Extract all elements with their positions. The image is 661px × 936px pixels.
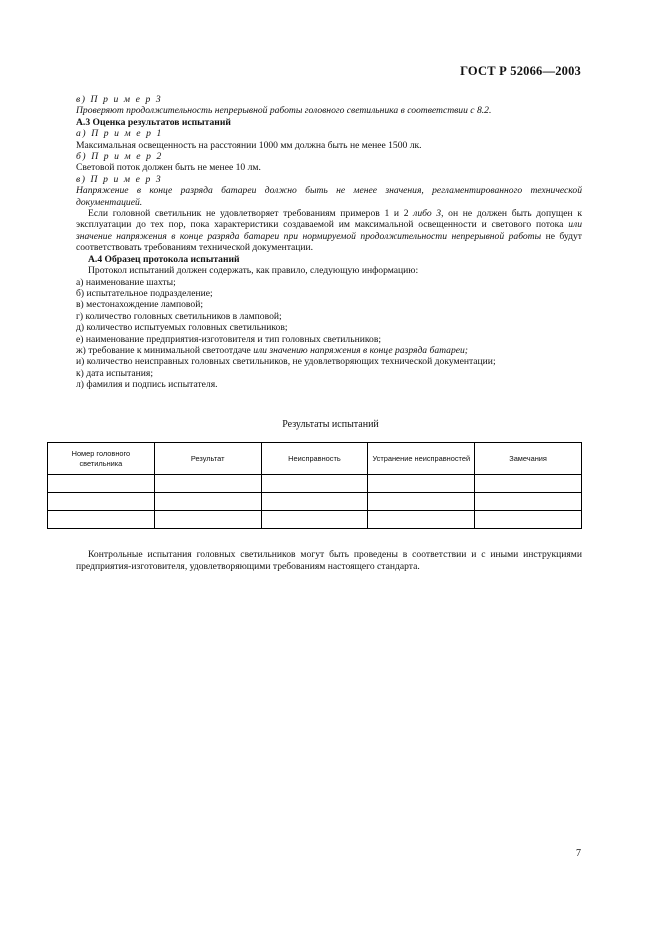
column-header: Номер головного светильника: [48, 443, 155, 475]
protocol-intro: Протокол испытаний должен содержать, как правило, следующую информацию:: [88, 265, 419, 277]
table-cell: [261, 511, 368, 529]
list-item: а) наименование шахты;: [76, 276, 176, 288]
list-item: б) испытательное подразделение;: [76, 287, 213, 299]
list-item: г) количество головных светильников в ламповой;: [76, 310, 282, 322]
table-cell: [261, 493, 368, 511]
evaluation-paragraph: [76, 208, 582, 254]
table-cell: [475, 511, 582, 529]
table-row: [48, 493, 582, 511]
document-body: [76, 94, 582, 391]
paragraph-italic: или значение напряжения в конце разряда батареи при нормируемой продолжительности непрерывной работы: [76, 219, 582, 242]
example-text: Световой поток должен быть не менее 10 лм.: [76, 162, 261, 174]
table-cell: [368, 493, 475, 511]
column-header: Замечания: [475, 443, 582, 475]
example-text: Максимальная освещенность на расстоянии 1000 мм должна быть не менее 1500 лк.: [76, 139, 422, 151]
example-label: в) П р и м е р 3: [76, 173, 163, 185]
paragraph-italic: либо 3: [413, 208, 442, 220]
table-cell: [368, 511, 475, 529]
page-number: 7: [576, 848, 581, 859]
table-cell: [475, 493, 582, 511]
table-cell: [475, 475, 582, 493]
list-item: е) наименование предприятия-изготовителя и тип головных светильников;: [76, 333, 382, 345]
list-item: д) количество испытуемых головных светильников;: [76, 322, 288, 334]
paragraph-text: Если головной светильник не удовлетворяет требованиям примеров 1 и 2: [88, 208, 414, 220]
table-cell: [368, 475, 475, 493]
table-cell: [154, 475, 261, 493]
list-item: и) количество неисправных головных светильников, не удовлетворяющих технической документации;: [76, 356, 496, 368]
column-header: Устранение неисправностей: [368, 443, 475, 475]
column-header: Неисправность: [261, 443, 368, 475]
section-heading-a4: А.4 Образец протокола испытаний: [88, 253, 240, 265]
list-item: л) фамилия и подпись испытателя.: [76, 379, 218, 391]
results-table: [47, 442, 582, 529]
column-header: Результат: [154, 443, 261, 475]
table-row: [48, 511, 582, 529]
table-caption: Результаты испытаний: [282, 419, 379, 430]
example-label: б) П р и м е р 2: [76, 151, 163, 163]
section-heading-a3: А.3 Оценка результатов испытаний: [76, 116, 231, 128]
table-cell: [48, 511, 155, 529]
example-text: Проверяют продолжительность непрерывной работы головного светильника в соответствии с 8.2.: [76, 105, 492, 117]
table-cell: [48, 475, 155, 493]
list-item: в) местонахождение ламповой;: [76, 299, 203, 311]
list-item: к) дата испытания;: [76, 367, 153, 379]
table-cell: [154, 493, 261, 511]
list-item-italic: или значению напряжения в конце разряда батареи;: [253, 344, 469, 356]
paragraph-text: не будут соответствовать требованиям технической документации.: [76, 230, 582, 254]
example-label: а) П р и м е р 1: [76, 128, 163, 140]
table-cell: [154, 511, 261, 529]
closing-paragraph: Контрольные испытания головных светильников могут быть проведены в соответствии и с иными инструкциями предприятия-изготовителя, удовлетворяющими требованиям настоящего стандарта.: [76, 549, 582, 572]
example-text: Напряжение в конце разряда батареи должно быть не менее значения, регламентированного технической документацией.: [76, 185, 582, 208]
table-cell: [261, 475, 368, 493]
table-row: [48, 475, 582, 493]
table-header-row: [48, 443, 582, 475]
document-header: ГОСТ Р 52066—2003: [460, 64, 581, 78]
paragraph-text: , он не должен быть допущен к эксплуатации до тех пор, пока характеристики создаваемой им максимальной освещенности и светового потока: [76, 208, 582, 231]
table-cell: [48, 493, 155, 511]
list-item: [76, 345, 582, 356]
example-label: в) П р и м е р 3: [76, 94, 163, 105]
list-item-text: ж) требование к минимальной светоотдаче: [76, 344, 254, 356]
